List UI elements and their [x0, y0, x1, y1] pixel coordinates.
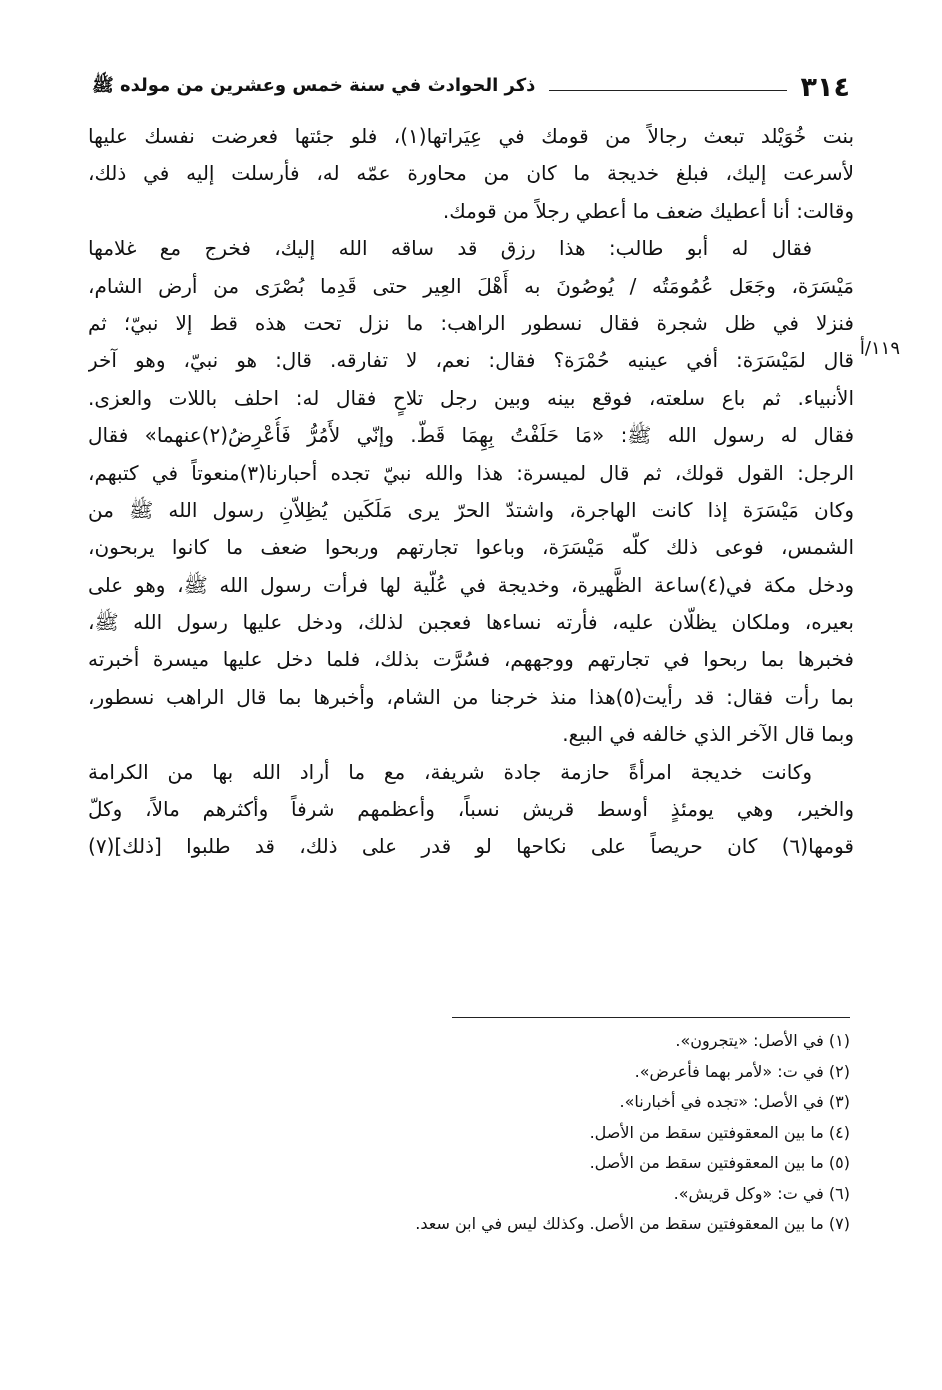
text-line: وكانت خديجة امرأةً حازمة جادة شريفة، مع ما أراد الله بها من الكرامة — [88, 759, 812, 784]
footnote-rule — [452, 1017, 850, 1018]
text-line: والخير، وهي يومئذٍ أوسط قريش نسباً، وأعظمهم شرفاً وأكثرهم مالاً، وكلّ — [88, 797, 854, 822]
text-line: فقال له أبو طالب: هذا رزق قد ساقه الله إليك، فخرج مع غلامها — [88, 236, 812, 261]
text-line: فقال له رسول الله ﷺ: «مَا حَلَفْتُ بِهِمَا قَطّ. وإنّي لأَمُرُّ فَأُعْرِضُ(٢)عنهما» فقال — [88, 423, 854, 448]
text-line: فخبرها بما ربحوا في تجارتهم ووجههم، فسُرَّت بذلك، فلما دخل عليها ميسرة أخبرته — [88, 647, 854, 672]
text-line: وكان مَيْسَرَة إذا كانت الهاجرة، واشتدّ الحرّ يرى مَلَكَين يُظِلاّنِ رسول الله ﷺ من — [88, 497, 854, 522]
paragraph-2 — [88, 230, 854, 753]
text-line: قومها(٦) كان حريصاً على نكاحها لو قدر على ذلك، قد طلبوا [ذلك](٧) — [88, 834, 854, 859]
text-line: قال لمَيْسَرَة: أفي عينيه حُمْرَة؟ فقال: نعم، لا تفارقه. قال: هو نبيّ، وهو آخر — [88, 348, 854, 373]
text-line: بنت خُوَيْلد تبعث رجالاً من قومك في عِيَراتها(١)، فلو جئتها فعرضت نفسك عليها — [88, 124, 854, 148]
text-line: الرجل: القول قولك، ثم قال لميسرة: هذا والله نبيّ تجده أحبارنا(٣)منعوتاً في كتبهم، — [88, 460, 854, 485]
page-number: ٣١٤ — [800, 71, 850, 103]
page-header — [92, 62, 850, 112]
text-line: بما رأت فقال: قد رأيت(٥)هذا منذ خرجنا من الشام، وأخبرها بما قال الراهب نسطور، — [88, 684, 854, 709]
text-line: ودخل مكة في(٤)ساعة الظَّهيرة، وخديجة في عُلّية لها فرأت رسول الله ﷺ، وهو على — [88, 572, 854, 597]
text-line: فنزلا في ظل شجرة فقال نسطور الراهب: ما نزل تحت هذه قط إلا نبيّ؛ ثم — [88, 310, 854, 335]
text-line: الأنبياء. ثم باع سلعته، فوقع بينه وبين رجل تلاحٍ فقال له: احلف باللات والعزى. — [88, 385, 854, 410]
text-line: مَيْسَرَة، وجَعَل عُمُومَتُه / يُوصُونَ به أَهْلَ العِير حتى قَدِما بُصْرَى من أرض الشام، — [88, 273, 854, 298]
footnotes — [300, 1026, 850, 1240]
text-line: وقالت: أنا أعطيك ضعف ما أعطي رجلاً من قومك. — [442, 198, 854, 223]
footnote: (٣) في الأصل: «تجده في أخبارنا». — [619, 1092, 850, 1111]
footnote: (٧) ما بين المعقوفتين سقط من الأصل. وكذلك ليس في ابن سعد. — [415, 1214, 850, 1233]
text-line: الشمس، فوعى ذلك كلّه مَيْسَرَة، وباعوا تجارتهم وربحوا ضعف ما كانوا يربحون، — [88, 535, 854, 560]
footnote: (٥) ما بين المعقوفتين سقط من الأصل. — [589, 1153, 850, 1172]
main-text — [88, 118, 854, 866]
text-line: بعيره، وملكان يظلّان عليه، فأرته نساءها فعجبن لذلك، ودخل عليها رسول الله ﷺ، — [88, 610, 854, 635]
margin-folio-note: ١١٩/أ — [859, 338, 900, 359]
footnote: (٢) في ت: «لأمر بهما فأعرض». — [634, 1061, 850, 1081]
paragraph-3 — [88, 754, 854, 866]
footnote: (٤) ما بين المعقوفتين سقط من الأصل. — [589, 1122, 850, 1142]
running-title: ذكر الحوادث في سنة خمس وعشرين من مولده ﷺ — [92, 75, 536, 96]
paragraph-1 — [88, 118, 854, 230]
header-rule — [549, 90, 786, 91]
text-line: وبما قال الآخر الذي خالفه في البيع. — [562, 722, 854, 747]
footnote: (٦) في ت: «وكل قريش». — [673, 1183, 850, 1203]
footnote: (١) في الأصل: «يتجرون». — [675, 1031, 850, 1050]
text-line: لأسرعت إليك، فبلغ خديجة ما كان من محاورة عمّه له، فأرسلت إليه في ذلك، — [88, 161, 854, 186]
